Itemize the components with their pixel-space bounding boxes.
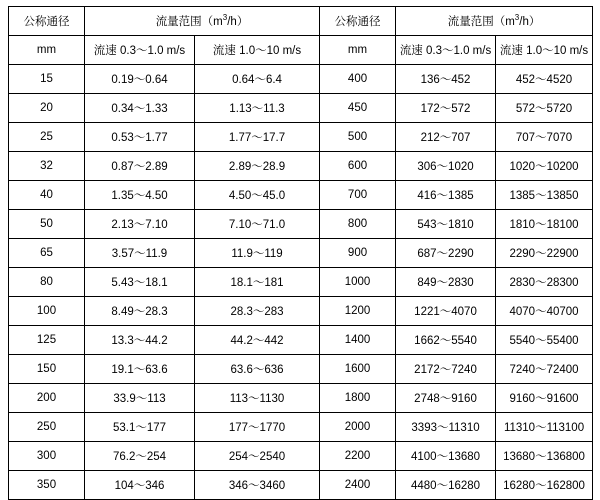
cell-dn-right: 700 bbox=[320, 181, 396, 210]
cell-flow-low-right: 1221～4070 bbox=[396, 297, 496, 326]
header-flow-range-right-suffix: /h） bbox=[519, 16, 541, 28]
cell-flow-high-left: 1.77～17.7 bbox=[195, 123, 320, 152]
cell-flow-high-left: 11.9～119 bbox=[195, 239, 320, 268]
cell-dn-right: 1600 bbox=[320, 355, 396, 384]
cell-dn-left: 80 bbox=[9, 268, 85, 297]
cell-flow-high-right: 707～7070 bbox=[496, 123, 593, 152]
cell-flow-low-left: 104～346 bbox=[85, 471, 195, 500]
cell-dn-left: 20 bbox=[9, 94, 85, 123]
cell-flow-low-left: 0.87～2.89 bbox=[85, 152, 195, 181]
cell-flow-low-right: 172～572 bbox=[396, 94, 496, 123]
table-body bbox=[9, 7, 593, 500]
cell-flow-high-left: 1.13～11.3 bbox=[195, 94, 320, 123]
header-flow-range-left-suffix: /h） bbox=[227, 16, 249, 28]
cell-dn-left: 15 bbox=[9, 65, 85, 94]
cell-dn-right: 600 bbox=[320, 152, 396, 181]
header-unit-mm-right: mm bbox=[320, 36, 396, 65]
cell-flow-high-right: 13680～136800 bbox=[496, 442, 593, 471]
cell-flow-low-left: 76.2～254 bbox=[85, 442, 195, 471]
cell-flow-low-right: 212～707 bbox=[396, 123, 496, 152]
cell-flow-high-left: 254～2540 bbox=[195, 442, 320, 471]
table-row bbox=[9, 152, 593, 181]
cell-flow-high-right: 2830～28300 bbox=[496, 268, 593, 297]
cell-dn-left: 200 bbox=[9, 384, 85, 413]
cell-flow-high-left: 113～1130 bbox=[195, 384, 320, 413]
header-flow-range-left-prefix: 流量范围（m bbox=[155, 16, 223, 28]
header-velocity-high-left: 流速 1.0～10 m/s bbox=[195, 36, 320, 65]
cell-flow-low-left: 53.1～177 bbox=[85, 413, 195, 442]
cell-flow-low-right: 4100～13680 bbox=[396, 442, 496, 471]
cell-dn-right: 2400 bbox=[320, 471, 396, 500]
cell-flow-high-right: 5540～55400 bbox=[496, 326, 593, 355]
cell-flow-high-left: 7.10～71.0 bbox=[195, 210, 320, 239]
cell-flow-low-left: 19.1～63.6 bbox=[85, 355, 195, 384]
cell-dn-right: 1400 bbox=[320, 326, 396, 355]
cell-dn-right: 1800 bbox=[320, 384, 396, 413]
cell-flow-high-right: 16280～162800 bbox=[496, 471, 593, 500]
cell-flow-high-right: 572～5720 bbox=[496, 94, 593, 123]
cell-flow-high-right: 1385～13850 bbox=[496, 181, 593, 210]
cell-dn-right: 900 bbox=[320, 239, 396, 268]
cell-flow-low-right: 416～1385 bbox=[396, 181, 496, 210]
header-flow-range-right-prefix: 流量范围（m bbox=[447, 16, 515, 28]
cell-dn-left: 150 bbox=[9, 355, 85, 384]
table-header-main-row bbox=[9, 7, 593, 36]
table-row bbox=[9, 413, 593, 442]
cell-flow-high-left: 4.50～45.0 bbox=[195, 181, 320, 210]
flow-range-table bbox=[8, 6, 593, 500]
cell-flow-low-right: 4480～16280 bbox=[396, 471, 496, 500]
table-row bbox=[9, 210, 593, 239]
cell-flow-low-left: 5.43～18.1 bbox=[85, 268, 195, 297]
cell-flow-high-left: 63.6～636 bbox=[195, 355, 320, 384]
header-flow-range-left bbox=[85, 7, 320, 36]
header-flow-range-right bbox=[396, 7, 593, 36]
table-header-sub-row bbox=[9, 36, 593, 65]
table-row bbox=[9, 65, 593, 94]
cell-flow-high-right: 9160～91600 bbox=[496, 384, 593, 413]
cell-flow-low-left: 2.13～7.10 bbox=[85, 210, 195, 239]
cell-flow-low-right: 1662～5540 bbox=[396, 326, 496, 355]
cell-flow-high-right: 1810～18100 bbox=[496, 210, 593, 239]
cell-flow-low-left: 0.53～1.77 bbox=[85, 123, 195, 152]
cell-dn-right: 450 bbox=[320, 94, 396, 123]
cell-flow-high-left: 18.1～181 bbox=[195, 268, 320, 297]
table-row bbox=[9, 355, 593, 384]
table-row bbox=[9, 442, 593, 471]
cell-flow-low-left: 0.19～0.64 bbox=[85, 65, 195, 94]
table-row bbox=[9, 471, 593, 500]
cell-dn-left: 350 bbox=[9, 471, 85, 500]
cell-dn-left: 125 bbox=[9, 326, 85, 355]
cell-dn-left: 100 bbox=[9, 297, 85, 326]
table-row bbox=[9, 94, 593, 123]
cell-flow-low-right: 543～1810 bbox=[396, 210, 496, 239]
cell-dn-right: 1200 bbox=[320, 297, 396, 326]
cell-flow-low-left: 0.34～1.33 bbox=[85, 94, 195, 123]
cell-dn-left: 65 bbox=[9, 239, 85, 268]
cell-dn-left: 300 bbox=[9, 442, 85, 471]
cell-flow-low-right: 306～1020 bbox=[396, 152, 496, 181]
table-row bbox=[9, 384, 593, 413]
cell-flow-high-left: 44.2～442 bbox=[195, 326, 320, 355]
table-row bbox=[9, 297, 593, 326]
cell-dn-left: 32 bbox=[9, 152, 85, 181]
header-velocity-low-right: 流速 0.3～1.0 m/s bbox=[396, 36, 496, 65]
header-nominal-diameter-right: 公称通径 bbox=[320, 7, 396, 36]
header-flow-range-right-sup: 3 bbox=[514, 13, 520, 23]
cell-flow-high-right: 2290～22900 bbox=[496, 239, 593, 268]
header-flow-range-left-sup: 3 bbox=[222, 13, 228, 23]
cell-dn-left: 50 bbox=[9, 210, 85, 239]
cell-dn-left: 250 bbox=[9, 413, 85, 442]
cell-flow-low-left: 3.57～11.9 bbox=[85, 239, 195, 268]
cell-dn-left: 25 bbox=[9, 123, 85, 152]
cell-flow-high-left: 177～1770 bbox=[195, 413, 320, 442]
cell-flow-low-left: 1.35～4.50 bbox=[85, 181, 195, 210]
cell-dn-left: 40 bbox=[9, 181, 85, 210]
cell-flow-high-left: 2.89～28.9 bbox=[195, 152, 320, 181]
cell-flow-low-right: 849～2830 bbox=[396, 268, 496, 297]
table-row bbox=[9, 123, 593, 152]
cell-dn-right: 400 bbox=[320, 65, 396, 94]
cell-flow-high-right: 11310～113100 bbox=[496, 413, 593, 442]
header-velocity-high-right: 流速 1.0～10 m/s bbox=[496, 36, 593, 65]
cell-dn-right: 500 bbox=[320, 123, 396, 152]
header-nominal-diameter-left: 公称通径 bbox=[9, 7, 85, 36]
cell-dn-right: 1000 bbox=[320, 268, 396, 297]
cell-flow-high-left: 28.3～283 bbox=[195, 297, 320, 326]
header-velocity-low-left: 流速 0.3～1.0 m/s bbox=[85, 36, 195, 65]
cell-flow-high-left: 0.64～6.4 bbox=[195, 65, 320, 94]
table-row bbox=[9, 239, 593, 268]
cell-flow-low-left: 13.3～44.2 bbox=[85, 326, 195, 355]
cell-flow-low-right: 2172～7240 bbox=[396, 355, 496, 384]
table-row bbox=[9, 268, 593, 297]
header-unit-mm-left: mm bbox=[9, 36, 85, 65]
cell-dn-right: 2200 bbox=[320, 442, 396, 471]
cell-flow-high-right: 452～4520 bbox=[496, 65, 593, 94]
table-row bbox=[9, 326, 593, 355]
cell-flow-low-right: 3393～11310 bbox=[396, 413, 496, 442]
cell-flow-low-left: 8.49～28.3 bbox=[85, 297, 195, 326]
cell-flow-high-right: 7240～72400 bbox=[496, 355, 593, 384]
cell-flow-low-right: 136～452 bbox=[396, 65, 496, 94]
cell-dn-right: 2000 bbox=[320, 413, 396, 442]
cell-dn-right: 800 bbox=[320, 210, 396, 239]
cell-flow-high-right: 4070～40700 bbox=[496, 297, 593, 326]
cell-flow-low-left: 33.9～113 bbox=[85, 384, 195, 413]
table-row bbox=[9, 181, 593, 210]
cell-flow-low-right: 687～2290 bbox=[396, 239, 496, 268]
cell-flow-high-right: 1020～10200 bbox=[496, 152, 593, 181]
cell-flow-high-left: 346～3460 bbox=[195, 471, 320, 500]
cell-flow-low-right: 2748～9160 bbox=[396, 384, 496, 413]
